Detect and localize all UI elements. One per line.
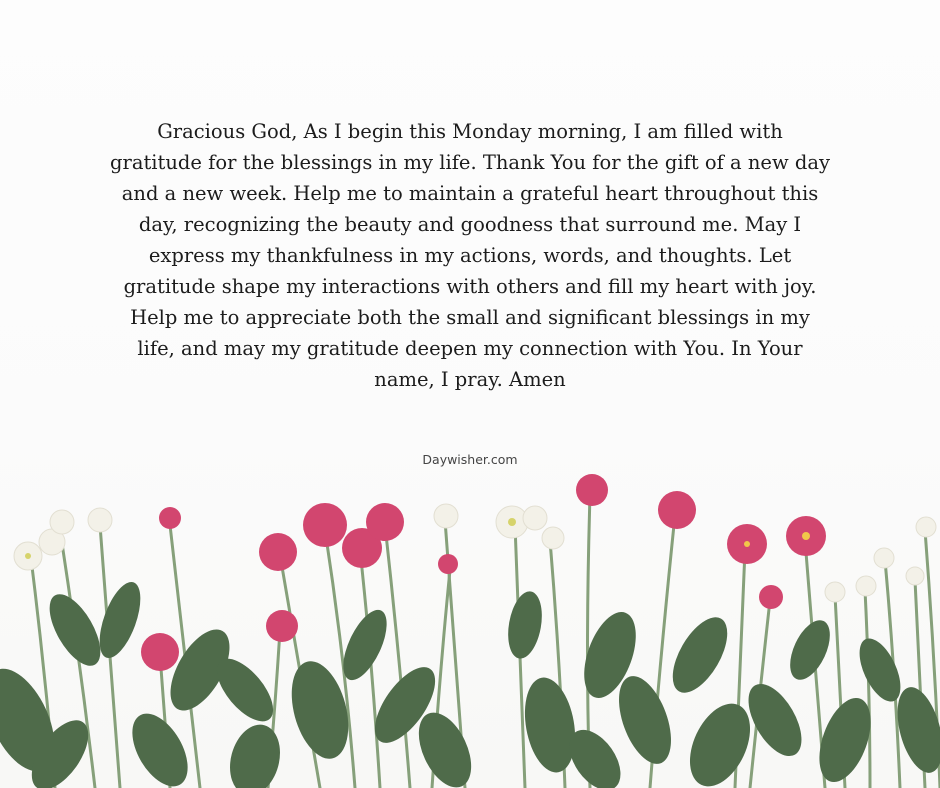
leaves	[0, 577, 940, 788]
flower-border-illustration	[0, 470, 940, 788]
prayer-text: Gracious God, As I begin this Monday morning, I am filled with gratitude for the blessings in my life. Thank You for the gift of a new day and a new week. Help me to maintain a grateful heart throughout this day, recognizing the beauty and goodness that surround me. May I express my thankfulness in my actions, words, and thoughts. Let gratitude shape my interactions with others and fill my heart with joy. Help me to appreciate both the small and significant blessings in my life, and may my gratitude deepen my connection with You. In Your name, I pray. Amen	[110, 120, 830, 391]
watermark-text: Daywisher.com	[422, 452, 518, 467]
